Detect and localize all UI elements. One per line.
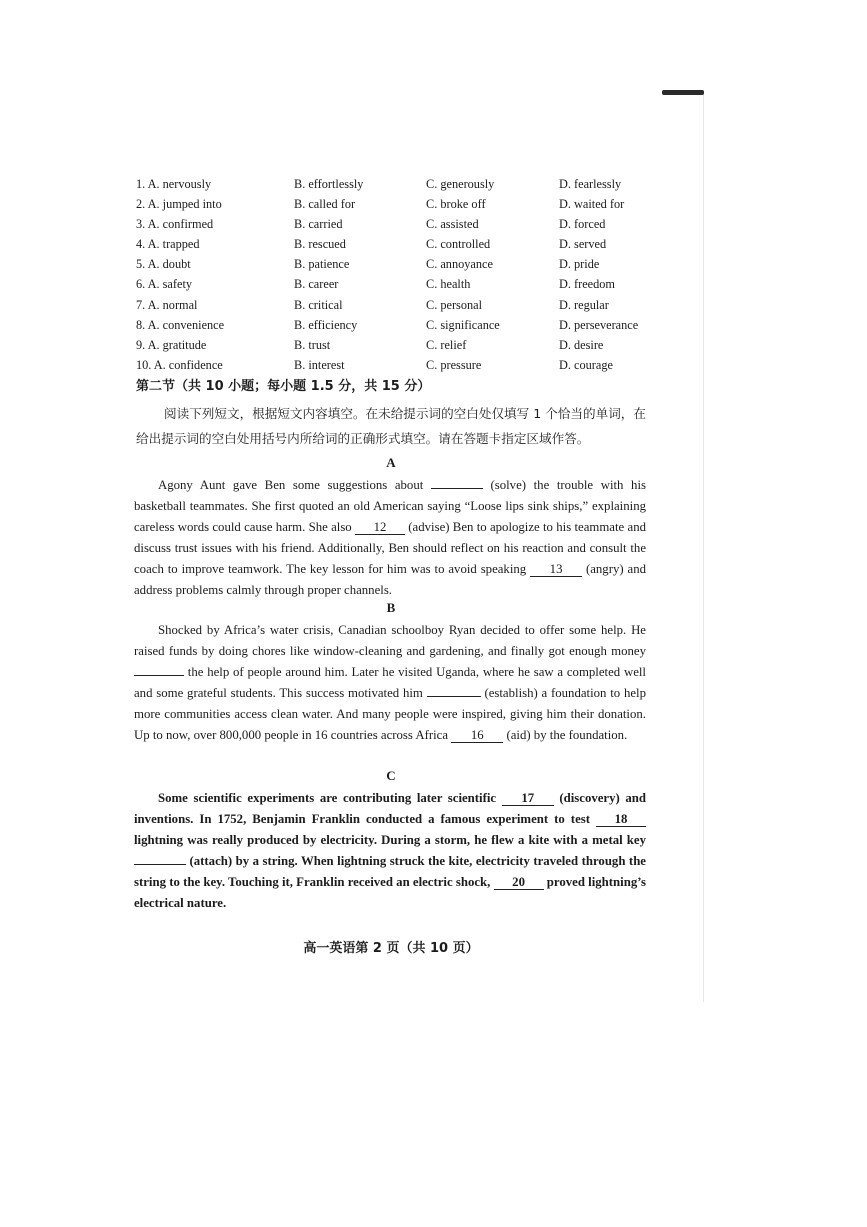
option-row xyxy=(136,274,656,294)
answer-blank-14 xyxy=(134,675,184,676)
option-b: B. career xyxy=(294,277,339,292)
passage-text: Agony Aunt gave Ben some suggestions about xyxy=(158,478,431,492)
option-row xyxy=(136,174,656,194)
option-d: D. waited for xyxy=(559,197,625,212)
option-c: C. annoyance xyxy=(426,257,493,272)
page-edge xyxy=(703,92,704,1002)
option-b: B. called for xyxy=(294,197,356,212)
option-row xyxy=(136,194,656,214)
option-a: 6. A. safety xyxy=(136,277,193,292)
passage-a-title: A xyxy=(386,455,396,470)
option-c: C. significance xyxy=(426,317,500,332)
option-c: C. controlled xyxy=(426,237,491,252)
option-d: D. regular xyxy=(559,297,609,312)
passage-text: (establish) a foundation to help more communities access clean water. And many people were inspired, giving him their donation. Up to now, over 800,000 people in 16 countries across Africa xyxy=(134,685,646,742)
passage-text: (angry) and address problems calmly through proper channels. xyxy=(134,561,646,597)
answer-blank-15 xyxy=(427,696,481,697)
answer-blank-12: 12 xyxy=(355,520,405,535)
option-c: C. health xyxy=(426,277,471,292)
option-c: C. generously xyxy=(426,177,495,191)
option-d: D. freedom xyxy=(559,277,615,292)
option-row xyxy=(136,295,656,315)
passage-c xyxy=(134,788,646,913)
option-row xyxy=(136,254,656,274)
passage-text: lightning was really produced by electricity. During a storm, he flew a kite with a metal key xyxy=(134,832,646,847)
option-d: D. courage xyxy=(559,357,613,372)
passage-text: (aid) by the foundation. xyxy=(503,727,628,742)
passage-b-title: B xyxy=(386,600,396,615)
answer-blank-18: 18 xyxy=(596,812,646,827)
option-a: 4. A. trapped xyxy=(136,237,200,252)
page-footer: 高一英语第 2 页（共 10 页） xyxy=(303,941,479,956)
option-a: 7. A. normal xyxy=(136,297,198,312)
option-b: B. rescued xyxy=(294,237,346,252)
option-c: C. personal xyxy=(426,297,483,312)
option-a: 9. A. gratitude xyxy=(136,337,207,352)
passage-text: Shocked by Africa’s water crisis, Canadian schoolboy Ryan decided to offer some help. He raised funds by doing chores like window-cleaning and gardening, and finally got enough money xyxy=(134,623,646,658)
option-a: 5. A. doubt xyxy=(136,257,191,272)
option-b: B. critical xyxy=(294,297,343,312)
option-b: B. carried xyxy=(294,217,343,232)
answer-blank-13: 13 xyxy=(530,562,582,577)
passage-c-title: C xyxy=(386,768,396,783)
passage-text: (discovery) and inventions. In 1752, Benjamin Franklin conducted a famous experiment to test xyxy=(134,791,646,826)
option-c: C. assisted xyxy=(426,217,479,232)
section-instructions: 阅读下列短文，根据短文内容填空。在未给提示词的空白处仅填写 1 个恰当的单词，在给出提示词的空白处用括号内所给词的正确形式填空。请在答题卡指定区域作答。 xyxy=(136,406,646,446)
answer-blank-11 xyxy=(431,488,483,489)
section-heading: 第二节（共 10 小题；每小题 1.5 分，共 15 分） xyxy=(136,379,431,394)
option-row xyxy=(136,355,656,375)
option-d: D. perseverance xyxy=(559,317,639,332)
option-c: C. pressure xyxy=(426,357,482,372)
option-a: 8. A. convenience xyxy=(136,317,225,332)
option-d: D. pride xyxy=(559,257,600,272)
option-b: B. trust xyxy=(294,337,331,352)
answer-blank-17: 17 xyxy=(502,791,554,806)
option-a: 2. A. jumped into xyxy=(136,197,222,212)
option-d: D. fearlessly xyxy=(559,177,622,191)
passage-text: the help of people around him. Later he visited Uganda, where he saw a completed well and some grateful students. This success motivated him xyxy=(134,664,646,700)
option-a: 3. A. confirmed xyxy=(136,217,214,232)
option-row xyxy=(136,315,656,335)
option-b: B. efficiency xyxy=(294,317,358,332)
answer-blank-19 xyxy=(134,864,186,865)
option-row xyxy=(136,335,656,355)
scan-mark xyxy=(662,90,704,95)
passage-text: (solve) the trouble with his basketball teammates. She first quoted an old American saying “Loose lips sink ships,” explaining careless words could cause harm. She also xyxy=(134,478,646,534)
option-c: C. broke off xyxy=(426,197,486,212)
passage-a xyxy=(134,475,646,600)
option-b: B. interest xyxy=(294,357,345,372)
option-d: D. desire xyxy=(559,337,604,352)
answer-blank-20: 20 xyxy=(494,875,544,890)
passage-text: (advise) Ben to apologize to his teammate and discuss trust issues with his friend. Additionally, Ben should reflect on his reaction and consult the coach to improve teamwork. The key lesson for him was to avoid speaking xyxy=(134,519,646,576)
passage-text: Some scientific experiments are contributing later scientific xyxy=(158,791,502,805)
option-b: B. patience xyxy=(294,257,350,272)
passage-text: proved lightning’s electrical nature. xyxy=(134,874,646,910)
options-table xyxy=(136,174,656,375)
option-b: B. effortlessly xyxy=(294,177,364,191)
option-d: D. served xyxy=(559,237,607,252)
option-a: 1. A. nervously xyxy=(136,177,212,191)
passage-text: (attach) by a string. When lightning struck the kite, electricity traveled through the string to the key. Touching it, Franklin received an electric shock, xyxy=(134,853,646,889)
option-a: 10. A. confidence xyxy=(136,357,223,372)
option-row xyxy=(136,214,656,234)
answer-blank-16: 16 xyxy=(451,728,503,743)
option-d: D. forced xyxy=(559,217,606,232)
option-row xyxy=(136,234,656,254)
option-c: C. relief xyxy=(426,337,467,352)
passage-b xyxy=(134,620,646,745)
